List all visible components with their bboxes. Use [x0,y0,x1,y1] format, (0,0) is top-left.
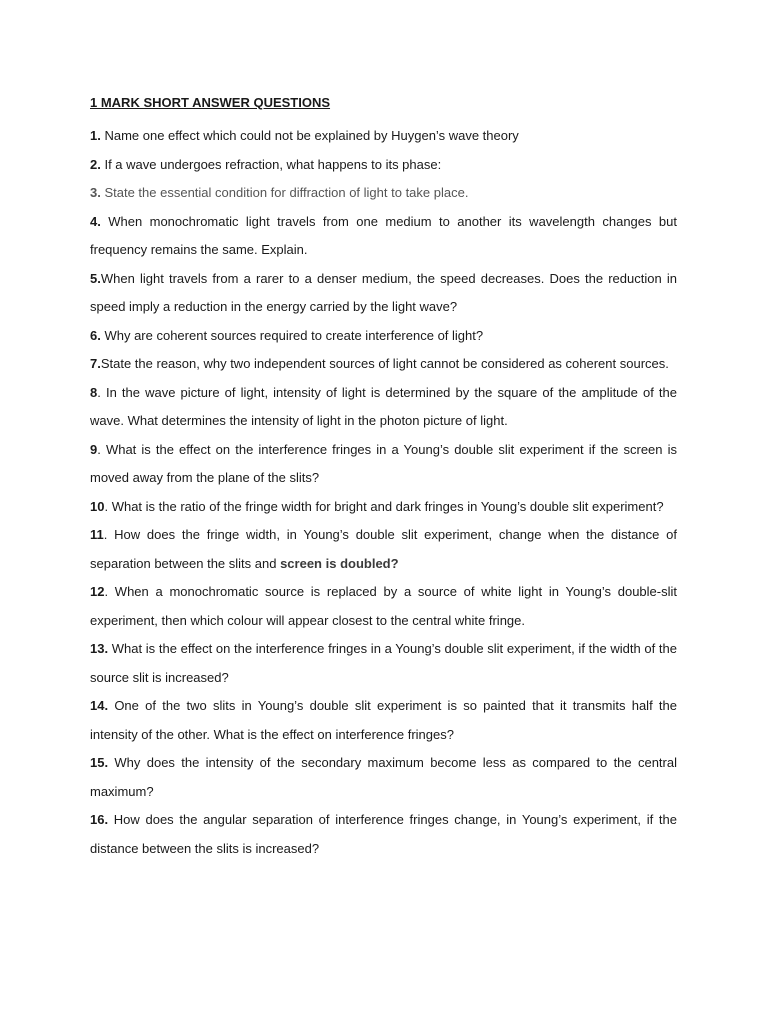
question-text: Name one effect which could not be explained by Huygen’s wave theory [100,128,519,143]
question-number: 9 [90,441,98,457]
question-16 [90,806,677,863]
question-text: When light travels from a rarer to a denser medium, the speed decreases. Does the reduction in speed imply a reduction in the energy carried by the light wave? [90,270,677,314]
question-text: . How does the fringe width, in Young’s double slit experiment, change when the distance of separation between the slits and [90,527,677,571]
question-text: State the essential condition for diffraction of light to take place. [100,185,469,200]
question-text: . What is the effect on the interference fringes in a Young’s double slit experiment if the screen is moved away from the plane of the slits? [90,441,677,485]
question-number: 14. [90,698,109,713]
question-9 [90,436,677,493]
question-number: 16. [90,812,109,827]
question-text: How does the angular separation of interference fringes change, in Young’s experiment, if the distance between the slits is increased? [90,812,677,856]
question-text: What is the effect on the interference fringes in a Young’s double slit experiment, if the width of the source slit is increased? [90,641,677,685]
question-number: 2. [90,156,101,172]
question-14 [90,692,677,749]
question-number: 6. [90,327,101,343]
question-2 [90,151,677,180]
question-text: When monochromatic light travels from one medium to another its wavelength changes but frequency remains the same. Explain. [90,213,677,257]
question-6 [90,322,677,351]
question-text: One of the two slits in Young’s double slit experiment is so painted that it transmits half the intensity of the other. What is the effect on interference fringes? [90,698,677,742]
question-text: . What is the ratio of the fringe width for bright and dark fringes in Young’s double slit experiment? [104,498,664,514]
question-number: 1. [90,128,101,143]
question-number: 12 [90,584,105,599]
question-number: 7. [90,356,101,371]
question-number: 4. [90,213,101,229]
question-number: 3. [90,185,101,200]
question-1 [90,122,677,151]
question-number: 15. [90,755,109,770]
question-10 [90,493,677,522]
question-emphasis: screen is doubled? [280,555,399,571]
question-number: 5. [90,270,101,286]
question-13 [90,635,677,692]
question-text: . In the wave picture of light, intensity of light is determined by the square of the amplitude of the wave. What determines the intensity of light in the photon picture of light. [90,384,677,428]
question-text: . When a monochromatic source is replaced by a source of white light in Young’s double-slit experiment, then which colour will appear closest to the central white fringe. [90,584,677,628]
question-text: State the reason, why two independent sources of light cannot be considered as coherent sources. [100,356,669,371]
question-8 [90,379,677,436]
question-12 [90,578,677,635]
question-text: Why are coherent sources required to create interference of light? [100,327,484,343]
question-4 [90,208,677,265]
question-3 [90,179,677,208]
question-5 [90,265,677,322]
question-number: 8 [90,384,98,400]
question-11 [90,521,677,578]
question-number: 11 [90,527,104,542]
question-number: 13. [90,641,109,656]
question-text: If a wave undergoes refraction, what happens to its phase: [100,156,442,172]
question-7 [90,350,677,379]
section-heading: 1 MARK SHORT ANSWER QUESTIONS [90,95,331,110]
question-number: 10 [90,498,105,514]
question-text: Why does the intensity of the secondary maximum become less as compared to the central maximum? [90,755,677,799]
question-15 [90,749,677,806]
